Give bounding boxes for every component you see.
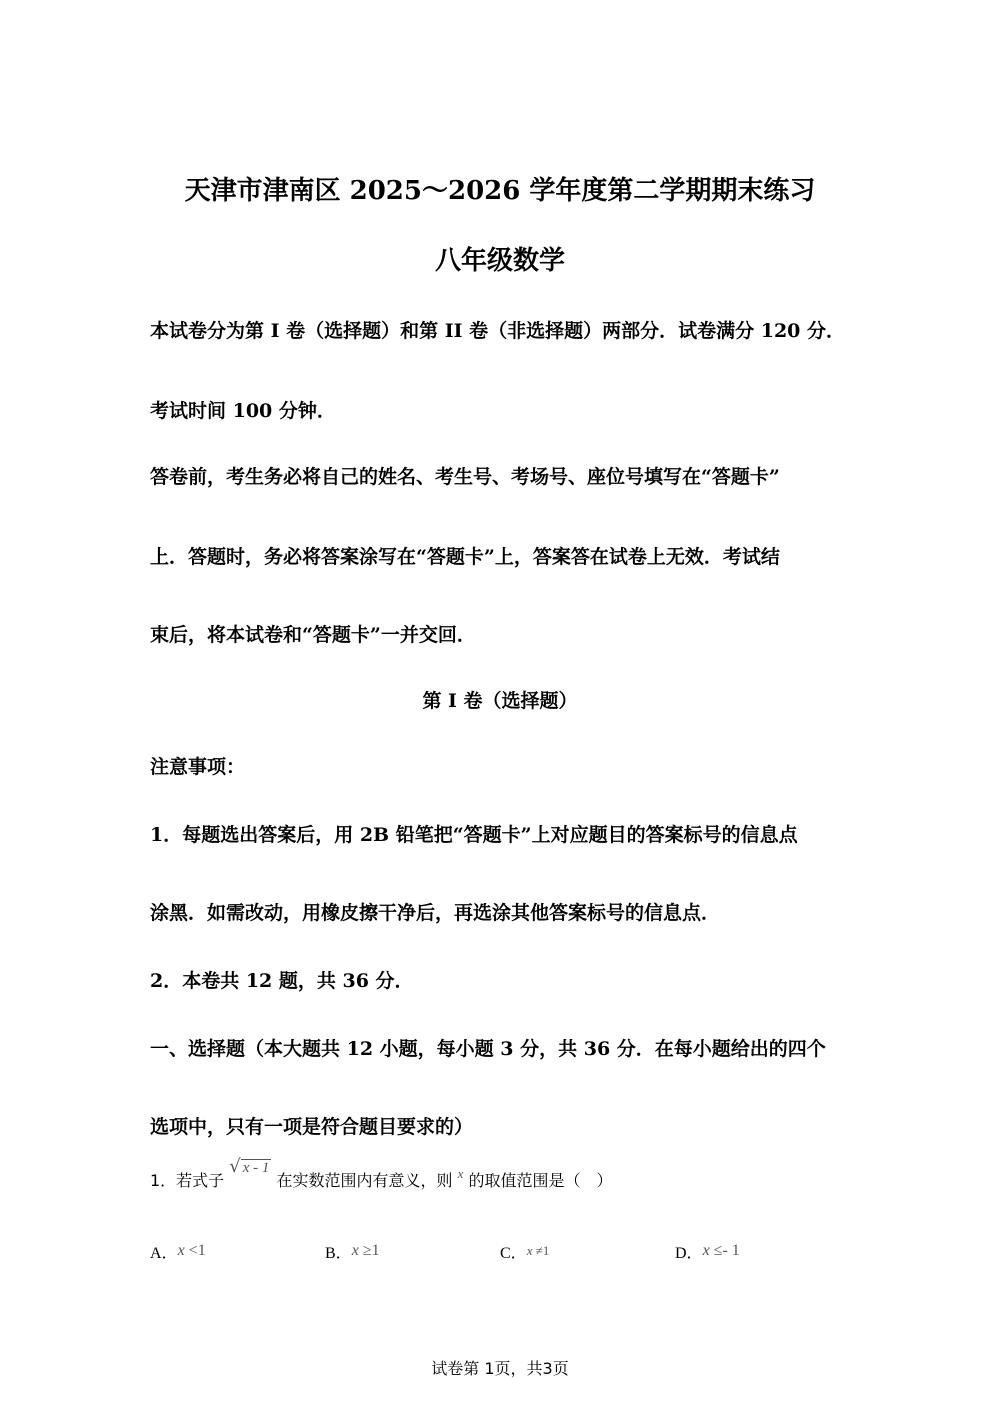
question-prefix: 1．若式子 bbox=[150, 1171, 225, 1190]
question-suffix: 的取值范围是（ ） bbox=[468, 1171, 613, 1190]
intro-line: 上．答题时，务必将答案涂写在“答题卡”上，答案答在试卷上无效．考试结 bbox=[150, 546, 780, 568]
option-label: A． bbox=[150, 1245, 178, 1262]
option-var: x bbox=[177, 1242, 185, 1259]
option-var: x bbox=[702, 1242, 710, 1259]
option-b[interactable] bbox=[325, 1240, 380, 1263]
question-stem bbox=[150, 1156, 613, 1191]
option-relation: ≤- 1 bbox=[709, 1242, 740, 1259]
page-footer: 试卷第 1页，共3页 bbox=[431, 1359, 569, 1378]
notice-item: 2．本卷共 12 题，共 36 分． bbox=[150, 970, 414, 992]
option-label: C． bbox=[500, 1245, 527, 1262]
option-a[interactable] bbox=[150, 1240, 206, 1263]
option-relation: ≥1 bbox=[358, 1242, 380, 1259]
intro-line: 答卷前，考生务必将自己的姓名、考生号、考场号、座位号填写在“答题卡” bbox=[150, 466, 780, 488]
option-label: D． bbox=[675, 1245, 703, 1262]
question-middle: 在实数范围内有意义，则 bbox=[276, 1171, 453, 1190]
radical-sign: √ bbox=[229, 1156, 241, 1177]
option-var: x bbox=[526, 1243, 533, 1258]
option-relation: <1 bbox=[184, 1242, 206, 1259]
option-c[interactable] bbox=[500, 1240, 549, 1263]
radicand: x - 1 bbox=[242, 1160, 270, 1176]
question-var: x bbox=[457, 1166, 464, 1181]
notice-title: 注意事项： bbox=[150, 756, 246, 778]
section-heading: 选项中，只有一项是符合题目要求的） bbox=[150, 1116, 474, 1138]
section-heading: 一、选择题（本大题共 12 小题，每小题 3 分，共 36 分．在每小题给出的四个 bbox=[150, 1038, 826, 1060]
page-title: 天津市津南区 2025～2026 学年度第二学期期末练习 bbox=[184, 176, 816, 206]
sqrt-expression bbox=[229, 1156, 271, 1177]
notice-item: 1．每题选出答案后，用 2B 铅笔把“答题卡”上对应题目的答案标号的信息点 bbox=[150, 824, 798, 846]
option-var: x bbox=[351, 1242, 359, 1259]
page-subtitle: 八年级数学 bbox=[434, 246, 565, 276]
option-d[interactable] bbox=[675, 1240, 740, 1263]
option-relation: ≠1 bbox=[532, 1243, 550, 1258]
intro-line: 本试卷分为第 I 卷（选择题）和第 II 卷（非选择题）两部分．试卷满分 120 分． bbox=[150, 320, 846, 342]
intro-line: 考试时间 100 分钟． bbox=[150, 400, 336, 422]
part-heading: 第 I 卷（选择题） bbox=[422, 690, 578, 712]
notice-item: 涂黑．如需改动，用橡皮擦干净后，再选涂其他答案标号的信息点． bbox=[150, 902, 721, 924]
option-label: B． bbox=[325, 1245, 352, 1262]
intro-line: 束后，将本试卷和“答题卡”一并交回． bbox=[150, 624, 476, 646]
